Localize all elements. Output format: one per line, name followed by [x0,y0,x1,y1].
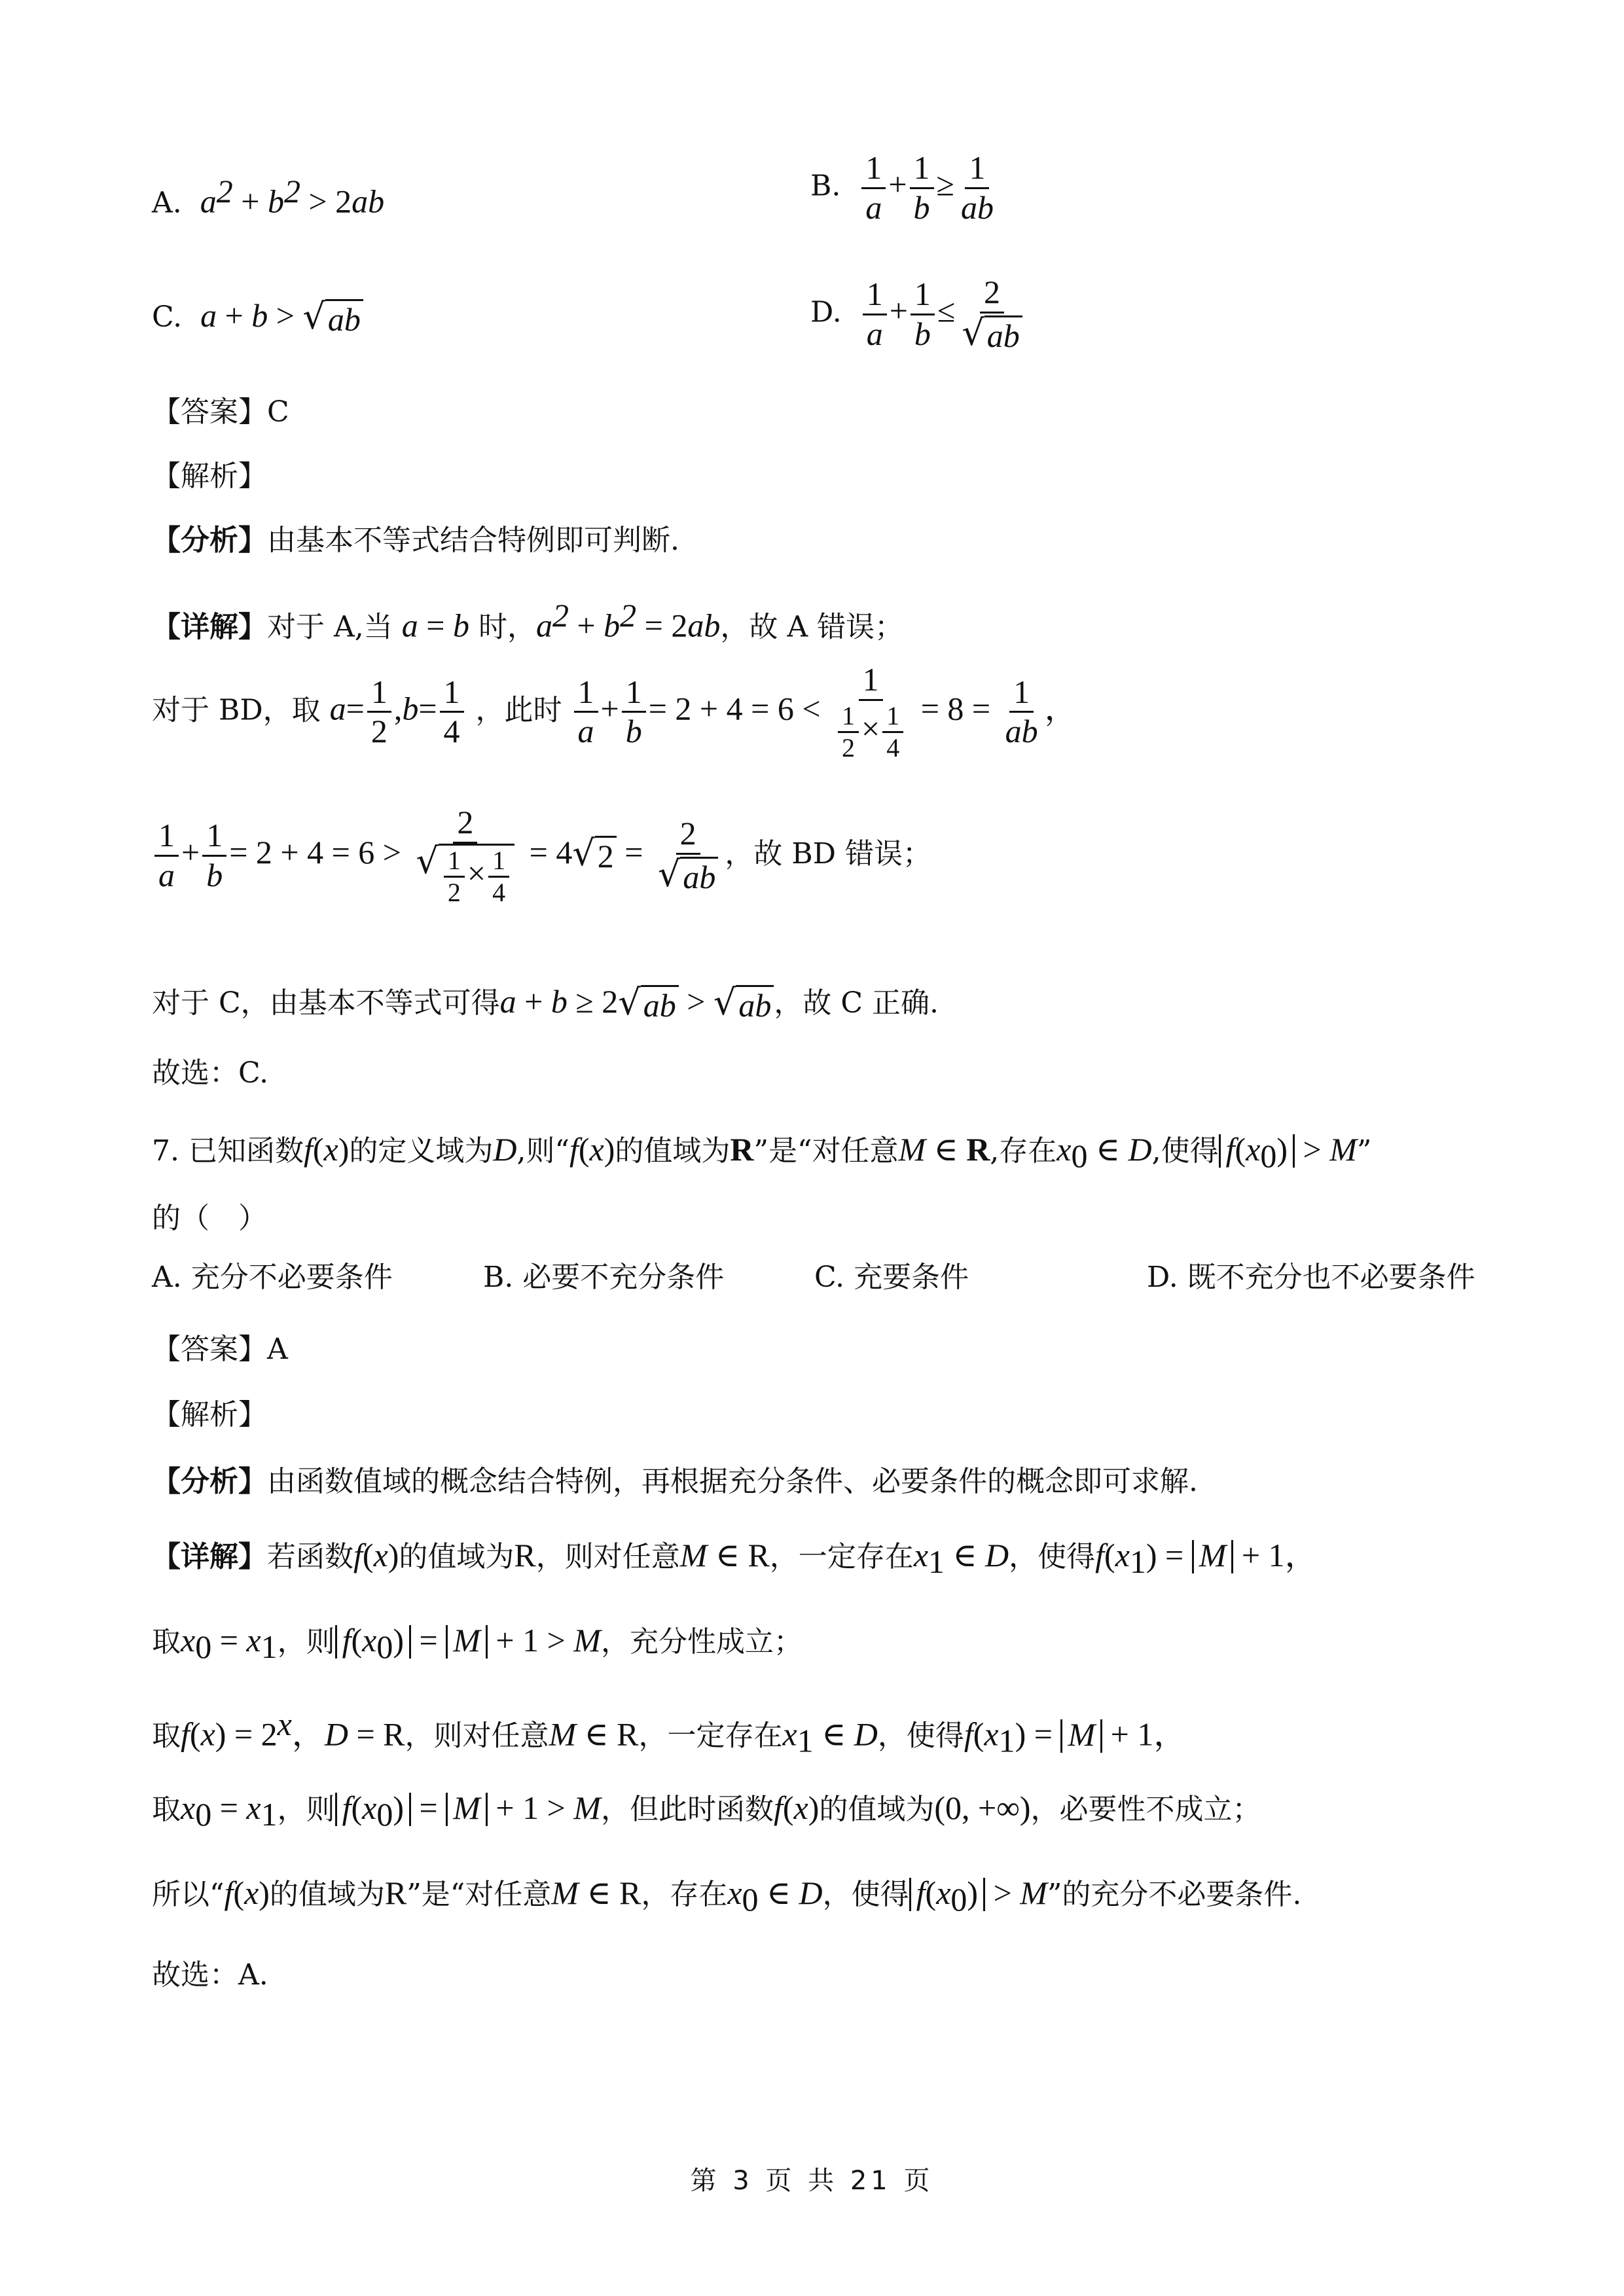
q7-xiangjie-line4: 取$x_0 = x_1$，则 $f(x_0) = M + 1 > M$，但此时函数f(x)的值域为(0, +∞)，必要性不成立； [152,1789,1261,1833]
q7-option-b: B. 必要不充分条件 [483,1261,725,1294]
q7-jiexi: 【解析】 [152,1398,267,1431]
q6-choose: 故选：C. [152,1056,269,1090]
q7-choose: 故选：A. [152,1958,268,1992]
q7-option-d: D. 既不充分也不必要条件 [1147,1261,1475,1294]
q6-option-c: C. a + b > √ ab [152,296,363,339]
q6-option-a: A. $a^2 + b^2 > 2ab$ [152,173,385,220]
q7-xiangjie-line2: 取$x_0 = x_1$，则 $f(x_0) = M + 1 > M$，充分性成立； [152,1622,803,1665]
q6-xiangjie-line4: 对于 C，由基本不等式可得a + b ≥ 2 √ ab > √ ab ，故 C 正确. [152,982,939,1024]
q6-xiangjie-line3: $\frac{1}{a}$ + $\frac{1}{b}$ = 2 + 4 = 6 > 2 √ $\frac{1}{2}$ × $\frac{1}{4}$ = 4 √ 2 = 2 √ ab ，故 BD 错误； [152,804,931,908]
q6-fenxi: 【分析】由基本不等式结合特例即可判断. [152,524,679,557]
page-footer: 第 3 页 共 21 页 [690,2166,934,2196]
q7-xiangjie-line1: 【详解】若函数f(x)的值域为R，则对任意M ∈ R，一定存在$x_1$ ∈ D，使得$f(x_1) = M + 1$， [152,1537,1318,1580]
q7-answer: 【答案】A [152,1333,288,1366]
q7-xiangjie-line5: 所以“f(x)的值域为R”是“对任意M ∈ R，存在$x_0$ ∈ D，使得 $f(x_0) > M$”的充分不必要条件. [152,1874,1302,1918]
q6-answer: 【答案】C [152,395,289,429]
q7-stem-line1: 7. 已知函数f(x)的定义域为D,则“f(x)的值域为R”是“对任意M ∈ R,存在$x_0$ ∈ D,使得 $f(x_0) > M$” [152,1131,1372,1174]
q7-option-a: A. 充分不必要条件 [152,1261,393,1294]
q6-xiangjie-line1: 【详解】对于 A,当 a = b 时，$a^2 + b^2 = 2ab$，故 A 错误； [152,597,904,644]
q7-stem-line2: 的（ ） [152,1202,267,1235]
q6-option-d: D. $\frac{1}{a}$ + $\frac{1}{b}$ ≤ 2 √ ab [810,274,1029,355]
q6-option-b: B. $\frac{1}{a}$ + $\frac{1}{b}$ ≥ $\frac{1}{ab}$ [810,149,994,226]
q7-option-c: C. 充要条件 [814,1261,969,1294]
q7-xiangjie-line3: 取$f(x) = 2^x$，D = R，则对任意M ∈ R，一定存在$x_1$ ∈ D，使得$f(x_1) = M + 1$， [152,1706,1187,1759]
q6-jiexi: 【解析】 [152,459,267,493]
q6-xiangjie-line2: 对于 BD，取 a= $\frac{1}{2}$ ,b= $\frac{1}{4}$ ，此时 $\frac{1}{a}$ + $\frac{1}{b}$ = 2 + 4 = 6 < 1 $\frac{1}{2}$ × $\frac{1}{4}$ = 8 = $\frac{1}{ab}$ ， [152,661,1077,762]
q7-fenxi: 【分析】由函数值域的概念结合特例，再根据充分条件、必要条件的概念即可求解. [152,1465,1198,1498]
